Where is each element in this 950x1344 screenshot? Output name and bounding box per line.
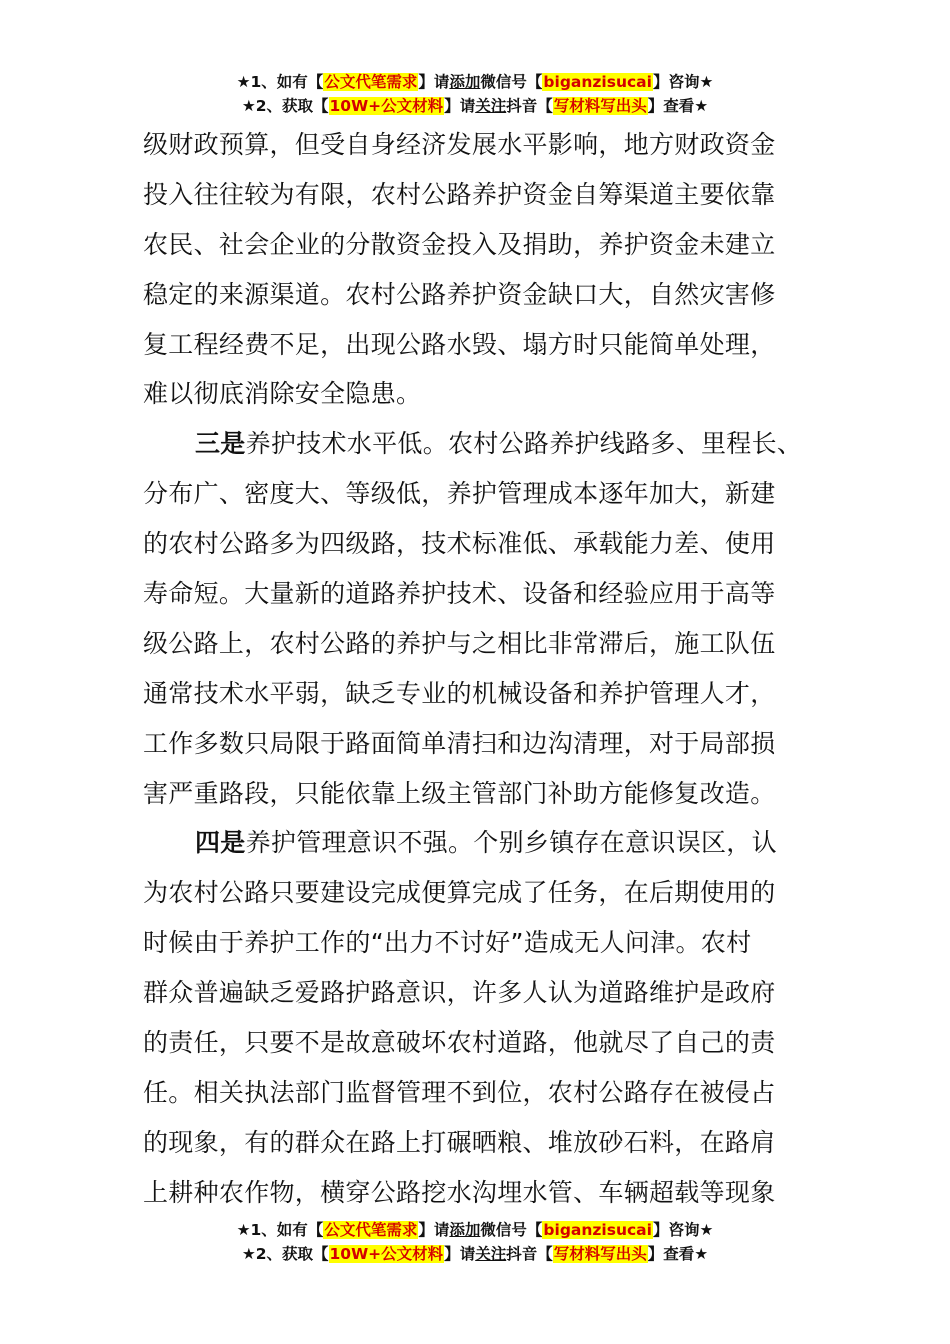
banner-underlined-text: 添加	[449, 1221, 481, 1239]
body-line: 的责任，只要不是故意破坏农村道路，他就尽了自己的责	[143, 1028, 776, 1058]
banner-text: 咨询★	[668, 73, 714, 91]
body-line: 级财政预算，但受自身经济发展水平影响，地方财政资金	[143, 130, 776, 159]
banner-line-1	[0, 1218, 950, 1242]
body-line-rest: 养护管理意识不强。个别乡镇存在意识误区，认	[245, 828, 777, 858]
highlight-service: 公文代笔需求	[324, 73, 418, 91]
body-line-rest: 养护技术水平低。农村公路养护线路多、里程长、	[245, 429, 803, 459]
banner-bracket: 】	[418, 1221, 434, 1239]
banner-line-2	[0, 94, 950, 118]
banner-bracket: 【	[526, 73, 543, 91]
body-line: 上耕种农作物，横穿公路挖水沟埋水管、车辆超载等现象	[143, 1177, 776, 1207]
banner-bracket: 【	[537, 1245, 553, 1263]
body-line: 级公路上，农村公路的养护与之相比非常滞后，施工队伍	[143, 628, 776, 658]
banner-text: 请	[433, 73, 450, 91]
paragraph-lead: 四是	[195, 828, 246, 858]
highlight-materials: 10W+公文材料	[329, 1245, 444, 1263]
banner-text: 咨询★	[668, 1221, 714, 1239]
banner-text: 抖音	[506, 97, 538, 115]
banner-line-1	[0, 70, 950, 94]
body-line: 群众普遍缺乏爱路护路意识，许多人认为道路维护是政府	[143, 978, 776, 1008]
paragraph-technical-level	[143, 419, 823, 818]
banner-bracket: 【	[313, 97, 329, 115]
body-line: 投入往往较为有限，农村公路养护资金自筹渠道主要依靠	[143, 179, 776, 209]
body-line: 农民、社会企业的分散资金投入及捐助，养护资金未建立	[143, 229, 776, 259]
body-line: 时候由于养护工作的“出力不讨好”造成无人问津。农村	[143, 928, 752, 958]
body-line: 难以彻底消除安全隐患。	[143, 379, 422, 409]
banner-bracket: 】	[418, 73, 434, 91]
paragraph-management-awareness	[143, 818, 823, 1217]
banner-line-2	[0, 1242, 950, 1266]
banner-underlined-text: 关注	[475, 1245, 507, 1263]
paragraph-funding	[143, 120, 823, 419]
paragraph-lead: 三是	[195, 429, 246, 459]
banner-text: 抖音	[506, 1245, 538, 1263]
banner-bracket: 】	[444, 1245, 460, 1263]
banner-bracket: 【	[307, 1221, 324, 1239]
highlight-douyin-account: 写材料写出头	[553, 97, 647, 115]
banner-text: 请	[433, 1221, 450, 1239]
footer-banner	[0, 1218, 950, 1266]
highlight-wechat-id: biganzisucai	[543, 1221, 652, 1239]
banner-bracket: 】	[652, 1221, 669, 1239]
body-line: 复工程经费不足，出现公路水毁、塌方时只能简单处理，	[143, 329, 776, 359]
banner-bracket: 】	[444, 97, 460, 115]
banner-text: 请	[459, 97, 476, 115]
banner-bracket: 】	[652, 73, 669, 91]
body-line: 为农村公路只要建设完成便算完成了任务，在后期使用的	[143, 878, 776, 908]
body-line: 的农村公路多为四级路，技术标准低、承载能力差、使用	[143, 529, 776, 559]
body-line: 的现象，有的群众在路上打碾晒粮、堆放砂石料，在路肩	[143, 1127, 776, 1157]
banner-text: 查看★	[663, 97, 709, 115]
banner-bracket: 【	[537, 97, 553, 115]
body-line: 分布广、密度大、等级低，养护管理成本逐年加大，新建	[143, 479, 776, 509]
banner-text: ★2、获取	[241, 97, 313, 115]
body-line: 稳定的来源渠道。农村公路养护资金缺口大，自然灾害修	[143, 279, 776, 309]
highlight-service: 公文代笔需求	[324, 1221, 418, 1239]
body-line: 任。相关执法部门监督管理不到位，农村公路存在被侵占	[143, 1077, 776, 1107]
banner-text: ★2、获取	[241, 1245, 313, 1263]
banner-underlined-text: 关注	[475, 97, 507, 115]
banner-text: ★1、如有	[236, 73, 308, 91]
highlight-douyin-account: 写材料写出头	[553, 1245, 647, 1263]
header-banner	[0, 70, 950, 118]
banner-underlined-text: 添加	[449, 73, 481, 91]
body-line-first	[143, 818, 823, 868]
highlight-materials: 10W+公文材料	[329, 97, 444, 115]
body-line: 工作多数只局限于路面简单清扫和边沟清理，对于局部损	[143, 728, 776, 758]
banner-bracket: 【	[307, 73, 324, 91]
banner-bracket: 】	[647, 97, 664, 115]
banner-text: 查看★	[663, 1245, 709, 1263]
banner-text: 请	[459, 1245, 476, 1263]
highlight-wechat-id: biganzisucai	[543, 73, 652, 91]
body-line: 害严重路段，只能依靠上级主管部门补助方能修复改造。	[143, 778, 776, 808]
banner-bracket: 】	[647, 1245, 664, 1263]
banner-text: 微信号	[480, 73, 527, 91]
document-body	[143, 120, 823, 1218]
body-line: 寿命短。大量新的道路养护技术、设备和经验应用于高等	[143, 579, 776, 609]
banner-text: 微信号	[480, 1221, 527, 1239]
body-line: 通常技术水平弱，缺乏专业的机械设备和养护管理人才，	[143, 678, 776, 708]
banner-text: ★1、如有	[236, 1221, 308, 1239]
body-line-first	[143, 419, 823, 469]
banner-bracket: 【	[526, 1221, 543, 1239]
banner-bracket: 【	[313, 1245, 329, 1263]
